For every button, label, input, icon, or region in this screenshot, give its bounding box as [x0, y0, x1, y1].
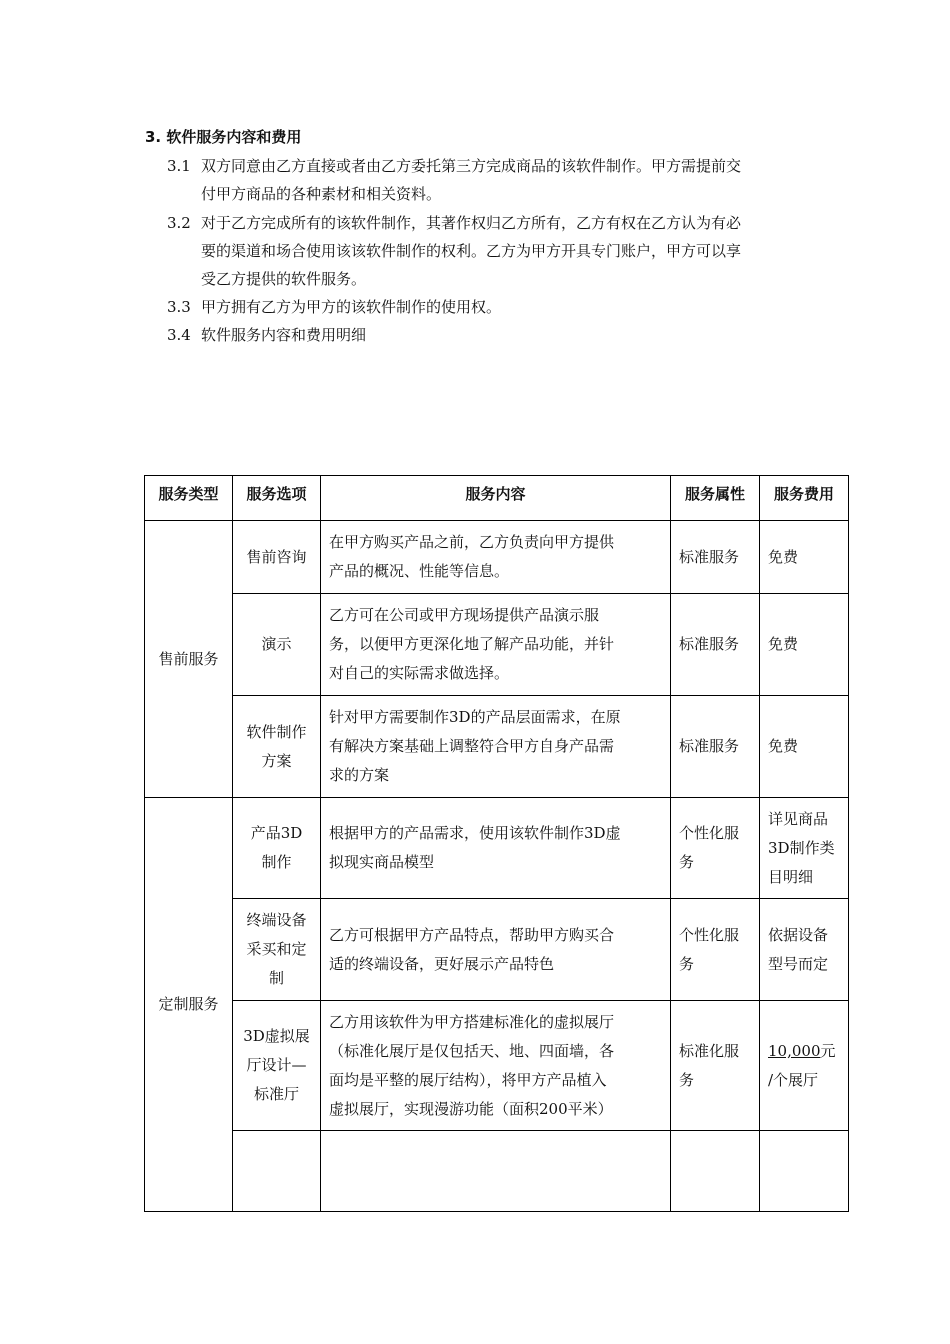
- fee-cell-empty: [760, 1131, 849, 1212]
- group-presales: [145, 521, 233, 798]
- table-header-row: [145, 476, 849, 521]
- fee-amount-line: [768, 1037, 840, 1066]
- attr-cell: 标准化服 务: [671, 1001, 760, 1131]
- clause-3-3: [167, 293, 817, 321]
- fee-cell: 免费: [760, 521, 849, 594]
- group-label: 定制服务: [158, 995, 219, 1013]
- fee-cell: 免费: [760, 696, 849, 798]
- clause-number: 3.2: [167, 214, 191, 232]
- fee-per-unit: /个展厅: [768, 1070, 819, 1089]
- content-cell: 乙方可在公司或甲方现场提供产品演示服 务，以便甲方更深化地了解产品功能，并针 对自己的实际需求做选择。: [321, 594, 671, 696]
- header-service-fee: 服务费用: [760, 476, 849, 521]
- group-custom: [145, 798, 233, 1212]
- clause-text-cont: 付甲方商品的各种素材和相关资料。: [201, 185, 442, 203]
- service-fee-table: [144, 475, 849, 1212]
- clause-text-cont: 要的渠道和场合使用该该软件制作的权利。乙方为甲方开具专门账户，甲方可以享: [201, 242, 742, 260]
- header-service-option: 服务选项: [233, 476, 321, 521]
- fee-cell: 免费: [760, 594, 849, 696]
- clause-text: 双方同意由乙方直接或者由乙方委托第三方完成商品的该软件制作。甲方需提前交: [201, 157, 742, 175]
- clause-text: 对于乙方完成所有的该软件制作，其著作权归乙方所有，乙方有权在乙方认为有必: [201, 214, 742, 232]
- clause-text: 软件服务内容和费用明细: [201, 326, 367, 344]
- table-row: [145, 696, 849, 798]
- fee-cell: 详见商品 3D制作类 目明细: [760, 798, 849, 899]
- fee-cell: [760, 1001, 849, 1131]
- table-row: [145, 1001, 849, 1131]
- clause-number: 3.3: [167, 298, 191, 316]
- option-cell: 售前咨询: [233, 521, 321, 594]
- fee-unit: 元: [820, 1041, 836, 1060]
- table-row: [145, 899, 849, 1001]
- option-cell: 软件制作 方案: [233, 696, 321, 798]
- section-title: 3. 软件服务内容和费用: [145, 128, 302, 146]
- option-cell-empty: [233, 1131, 321, 1212]
- table-row: [145, 521, 849, 594]
- attr-cell: 标准服务: [671, 594, 760, 696]
- clause-number: 3.4: [167, 326, 191, 344]
- table-row: [145, 798, 849, 899]
- clause-3-4: [167, 321, 817, 349]
- table-row: [145, 594, 849, 696]
- attr-cell-empty: [671, 1131, 760, 1212]
- clause-3-1: [167, 152, 817, 208]
- clause-text: 甲方拥有乙方为甲方的该软件制作的使用权。: [201, 298, 502, 316]
- fee-amount: 10,000: [768, 1041, 821, 1060]
- header-service-content: 服务内容: [321, 476, 671, 521]
- content-cell: 根据甲方的产品需求，使用该软件制作3D虚 拟现实商品模型: [321, 798, 671, 899]
- clause-3-2: [167, 209, 817, 293]
- content-cell: 针对甲方需要制作3D的产品层面需求，在原 有解决方案基础上调整符合甲方自身产品需 求的方案: [321, 696, 671, 798]
- content-cell: 乙方用该软件为甲方搭建标准化的虚拟展厅 （标准化展厅是仅包括天、地、四面墙，各 面均是平整的展厅结构），将甲方产品植入 虚拟展厅，实现漫游功能（面积200平米）: [321, 1001, 671, 1131]
- table-row-empty: [145, 1131, 849, 1212]
- group-label: 售前服务: [158, 649, 219, 668]
- content-cell: 乙方可根据甲方产品特点，帮助甲方购买合 适的终端设备，更好展示产品特色: [321, 899, 671, 1001]
- clause-text-cont: 受乙方提供的软件服务。: [201, 270, 367, 288]
- attr-cell: 个性化服 务: [671, 798, 760, 899]
- fee-cell: 依据设备 型号而定: [760, 899, 849, 1001]
- clause-number: 3.1: [167, 157, 191, 175]
- attr-cell: 个性化服 务: [671, 899, 760, 1001]
- header-service-attribute: 服务属性: [671, 476, 760, 521]
- option-cell: 终端设备 采买和定 制: [233, 899, 321, 1001]
- option-cell: 3D虚拟展 厅设计— 标准厅: [233, 1001, 321, 1131]
- option-cell: 产品3D 制作: [233, 798, 321, 899]
- option-cell: 演示: [233, 594, 321, 696]
- content-cell-empty: [321, 1131, 671, 1212]
- attr-cell: 标准服务: [671, 521, 760, 594]
- header-service-type: 服务类型: [145, 476, 233, 521]
- attr-cell: 标准服务: [671, 696, 760, 798]
- content-cell: 在甲方购买产品之前，乙方负责向甲方提供 产品的概况、性能等信息。: [321, 521, 671, 594]
